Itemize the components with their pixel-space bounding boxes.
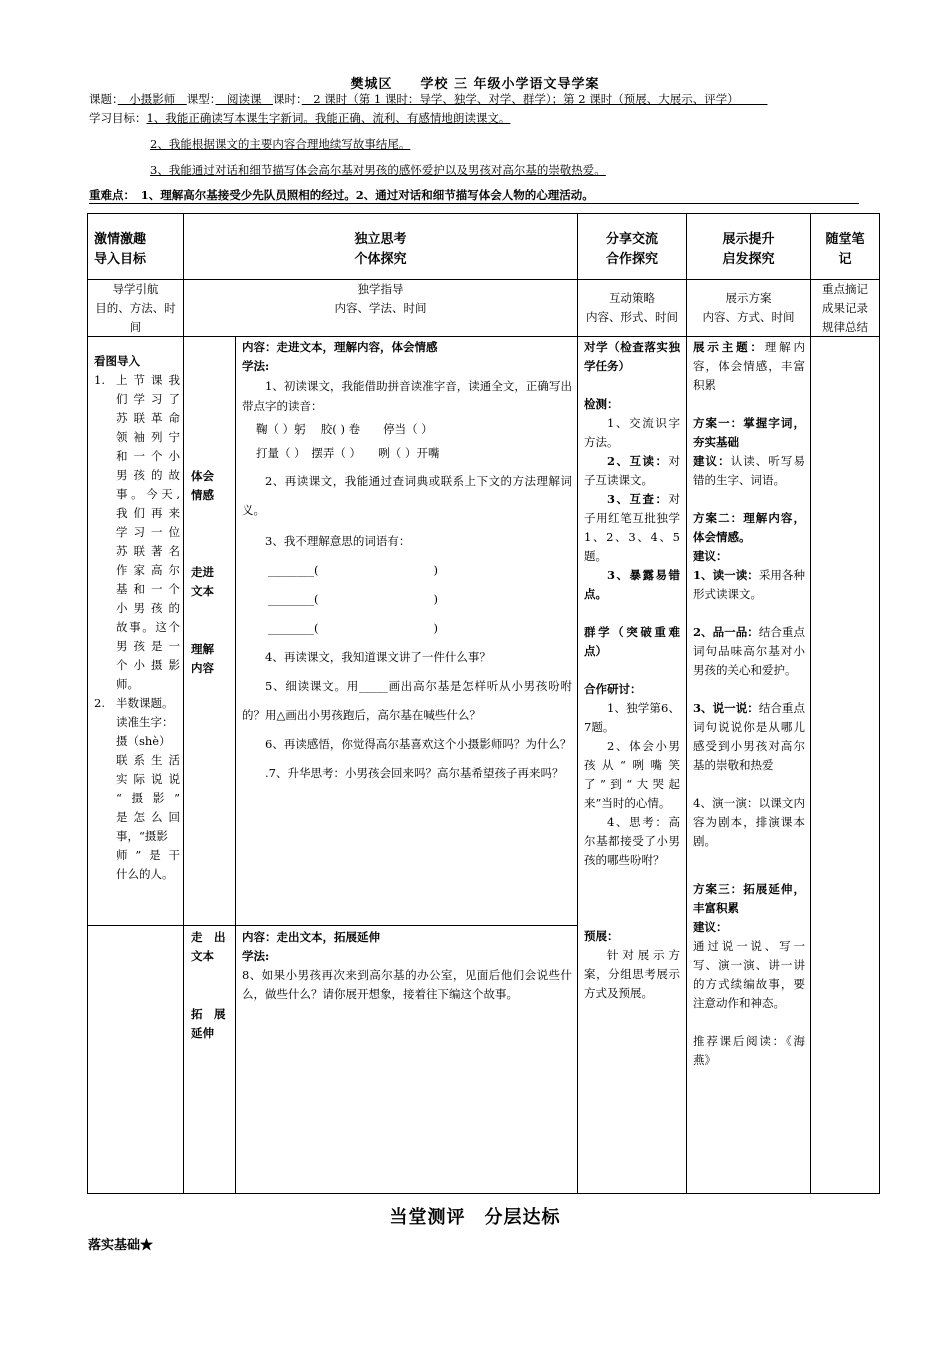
showcase-s2-text: 结合重点词句品味高尔基对小男孩的关心和爱护。 [693,625,805,677]
interaction-preview: 预展： [584,929,619,943]
interaction-check-2-text: 对子互读课文。 [584,454,680,487]
showcase-plan-2: 方案二：理解内容，体会情感。 [693,511,805,544]
header-showcase-line2: 启发探究 [722,252,775,267]
phase2-content [242,928,572,1004]
subheader-intro-line1: 导学引航 [112,282,159,296]
header-cooperate-line1: 分享交流 [605,232,658,247]
interaction-preview-text: 针对展示方案，分组思考展示方式及预展。 [584,948,680,1000]
phase1-blank-1[interactable]: ________( ) [268,563,438,577]
phase1-label-enter [191,563,233,601]
interaction-coop-4: 4、思考：高尔基都接受了小男孩的哪些吩咐？ [584,815,680,867]
phase1-question-2: 2、再读课文，我能通过查词典或联系上下文的方法理解词义。 [242,474,572,517]
phase2-label-extend-1: 拓 展 [191,1007,226,1021]
showcase-plan-2-suggest-label: 建议： [693,549,728,563]
subheader-intro-line2: 目的、方法、时 [95,301,176,315]
showcase-theme: 理解内容，体会情感，丰富积累 [693,340,806,392]
phase1-label-feel-2: 情感 [191,488,214,502]
goals-label: 学习目标： [89,111,147,125]
phase1-question-1: 1、初读课文，我能借助拼音读准字音，读通全文，正确写出带点字的读音： [242,379,572,413]
assessment-heading: 当堂测评 分层达标 [389,1207,561,1228]
phase1-question-3: 3、我不理解意思的词语有： [265,534,411,548]
header-notes [811,230,879,270]
showcase-theme-label: 展示主题： [693,340,765,354]
interaction-cooperate: 合作研讨： [584,682,642,696]
col-divider-4 [810,213,811,1193]
page-title: 樊城区 学校 三 年级小学语文导学案 [350,77,600,92]
subheader-cooperate [578,289,686,327]
showcase-s3-label: 3、说一说： [693,701,759,715]
subheader-independent-line1: 独学指导 [357,282,404,296]
header-cooperate-line2: 合作探究 [605,252,658,267]
table-top-border [87,213,880,214]
goal-3: 3、我能通过对话和细节描写体会高尔基对男孩的感怀爱护以及男孩对高尔基的崇敬热爱。 [150,163,606,177]
subheader-independent [184,280,577,318]
intro-item-1-line: 苏联革命 [116,411,180,425]
showcase-s4: 4、演一演：以课文内容为剧本，排演课本剧。 [693,796,805,848]
table-right-border [879,213,880,1193]
header-intro [94,230,182,270]
header-showcase [687,230,810,270]
interaction-check-3-text: 对子用红笔互批独学1、2、3、4、5题。 [584,492,680,563]
interaction-check-4: 3、暴露易错点。 [584,568,680,601]
subheader-notes [811,280,879,337]
intro-item-1-line: 和一个小 [116,449,180,463]
key-label: 重难点： [89,188,130,202]
header-notes-line1: 随堂笔 [825,232,865,247]
phase1-question-5: 5、细读课文。用_____画出高尔基是怎样听从小男孩吩咐的？用△画出小男孩跑后，高尔基在喊些什么？ [242,679,572,722]
intro-item-2-line: 是怎么回 [116,810,180,824]
showcase-plan-3-suggest: 通过说一说、写一写、演一演、讲一讲的方式续编故事，要注意动作和神态。 [693,939,805,1010]
header-cooperate [578,230,686,270]
intro-item-1-line: 男孩是一 [116,639,180,653]
table-left-border [87,213,88,1193]
intro-item-1-line: 男孩的故 [116,468,180,482]
phase1-question-6: 6、再读感悟，你觉得高尔基喜欢这个小摄影师吗？为什么？ [265,737,572,751]
phase1-content [242,338,572,788]
showcase-plan-1-suggest-label: 建议： [693,454,731,468]
intro-item-1 [94,371,180,694]
header-independent [184,230,577,270]
showcase-plan-3: 方案三：拓展延伸，丰富积累 [693,882,805,915]
intro-item-1-line: 师。 [116,677,139,691]
intro-item-1-line: 事。今天, [116,487,180,501]
showcase-plan-1-suggest: 认读、听写易错的生字、词语。 [693,454,805,487]
goal-1: 1、我能正确读写本课生字新词。我能正确、流利、有感情地朗读课文。 [146,111,511,125]
showcase-plan-1: 方案一：掌握字词，夯实基础 [693,416,805,449]
phase1-label-enter-2: 文本 [191,584,214,598]
lesson-meta [89,91,767,108]
showcase-s1-text: 采用各种形式读课文。 [693,568,805,601]
intro-item-1-line: 们学习了 [116,392,180,406]
header-independent-line1: 独立思考 [354,232,407,247]
intro-item-1-line: 作家高尔 [116,563,180,577]
phase2-label-exit-2: 文本 [191,949,214,963]
subheader-intro-line3: 间 [129,320,142,334]
intro-item-1-line: 基和一个 [116,582,180,596]
phase1-pinyin-row-1: 鞠（ ）躬 胶( ) 卷 停当（ ） [256,422,433,436]
interaction-coop-1: 1、独学第6、7题。 [584,701,680,734]
phase1-label-feel [191,467,233,505]
intro-item-2-line: “摄影” [116,791,180,805]
phase1-method: 学法: [242,359,270,373]
intro-item-1-line: 故事。这个 [116,620,180,634]
subheader-notes-line1: 重点摘记 [822,282,868,296]
key-underline [89,203,859,204]
intro-item-2-line: 联系生活 [116,753,180,767]
key-value: 1、理解高尔基接受少先队员照相的经过。2、通过对话和细节描写体会人物的心理活动。 [129,188,594,202]
phase2-content-title: 内容：走出文本，拓展延伸 [242,930,380,944]
intro-item-2-line: 事，“摄影 [116,829,168,843]
phase2-label-exit [191,928,233,966]
intro-item-2-line: 摄（shè） [116,734,171,748]
col-divider-3 [686,213,687,1193]
showcase-recommend: 推荐课后阅读：《海燕》 [693,1034,805,1067]
header-independent-line2: 个体探究 [354,252,407,267]
interaction-column [584,338,680,1003]
interaction-check: 检测： [584,397,619,411]
subheader-independent-line2: 内容、学法、时间 [334,301,427,315]
type-value: 阅读课 [215,92,273,106]
header-showcase-line1: 展示提升 [722,232,775,247]
showcase-s2-label: 2、品一品： [693,625,759,639]
intro-item-1-line: 个小摄影 [116,658,180,672]
interaction-check-2-label: 2、互读： [607,454,669,468]
table-phase-rule [87,925,577,926]
phase1-label-understand [191,640,233,678]
intro-item-2-line: 读准生字： [116,715,174,729]
subheader-notes-line2: 成果记录 [822,301,868,315]
interaction-check-1: 1、交流识字方法。 [584,416,680,449]
intro-item-2-line: 半数课题。 [116,696,174,710]
subheader-intro [88,280,183,337]
intro-item-2 [94,694,180,884]
interaction-pair-study: 对学（检查落实独学任务） [584,340,680,373]
type-label: 课型： [186,92,216,106]
phase1-blank-3[interactable]: ________( ) [268,621,438,635]
intro-item-1-line: 苏联著名 [116,544,180,558]
intro-item-2-line: 师”是干 [116,848,180,862]
showcase-plan-3-suggest-label: 建议： [693,920,728,934]
phase2-method: 学法: [242,949,270,963]
subheader-showcase [687,289,810,327]
intro-item-2-line: 实际说说 [116,772,180,786]
intro-item-1-num: 1. [94,373,105,387]
phase1-question-7: .7、升华思考：小男孩会回来吗？高尔基希望孩子再来吗？ [265,766,564,780]
phase1-content-title: 内容：走进文本，理解内容，体会情感 [242,340,438,354]
showcase-column [693,338,805,1070]
intro-item-1-line: 领袖列宁 [116,430,180,444]
phase1-label-enter-1: 走进 [191,565,214,579]
header-intro-line2: 导入目标 [94,252,147,267]
intro-item-2-num: 2. [94,696,105,710]
phase1-pinyin-row-2: 打量（ ） 摆弄（ ） 咧（ ）开嘴 [256,446,440,460]
subheader-showcase-line2: 内容、方式、时间 [702,310,795,324]
key-points [89,187,594,204]
period-value: 2 课时（第 1 课时：导学、独学、对学、群学）；第 2 课时（预展、大展示、评学） [301,92,768,106]
topic-value: 小摄影师 [117,92,187,106]
showcase-s1-label: 1、读一读： [693,568,759,582]
goals-line [89,110,510,127]
subheader-cooperate-line2: 内容、形式、时间 [586,310,678,324]
phase1-label-understand-2: 内容 [191,661,214,675]
col-divider-2 [577,213,578,1193]
phase2-label-exit-1: 走 出 [191,930,226,944]
intro-item-1-line: 学习一位 [116,525,180,539]
basics-subheading: 落实基础★ [88,1238,154,1253]
phase1-label-feel-1: 体会 [191,469,214,483]
intro-item-1-line: 上节课我 [116,373,180,387]
phase2-label-extend [191,1005,233,1043]
interaction-coop-2: 2、体会小男孩从“咧嘴笑了”到“大哭起来”当时的心情。 [584,739,680,810]
intro-item-2-line: 什么的人。 [116,867,174,881]
subheader-notes-line3: 规律总结 [822,320,868,334]
showcase-s3-text: 结合重点词句说说你是从哪儿感受到小男孩对高尔基的崇敬和热爱 [693,701,805,772]
subheader-showcase-line1: 展示方案 [725,291,772,305]
col-divider-1 [183,213,184,1193]
period-label: 课时： [273,92,302,106]
header-intro-line1: 激情激趣 [94,232,147,247]
table-bottom-border [87,1193,880,1194]
col-divider-label [235,336,236,1193]
intro-item-1-line: 小男孩的 [116,601,180,615]
phase1-question-4: 4、再读课文，我知道课文讲了一件什么事？ [265,650,491,664]
intro-item-1-line: 我们再来 [116,506,180,520]
subheader-cooperate-line1: 互动策略 [609,291,655,305]
phase2-label-extend-2: 延伸 [191,1026,214,1040]
goal-2: 2、我能根据课文的主要内容合理地续写故事结尾。 [150,137,411,151]
phase1-label-understand-1: 理解 [191,642,214,656]
interaction-group-study: 群学（突破重难点） [584,625,680,658]
interaction-check-3-label: 3、互查： [607,492,669,506]
table-subheader-rule [87,336,880,337]
intro-section [94,352,180,884]
phase2-question-8: 8、如果小男孩再次来到高尔基的办公室，见面后他们会说些什么，做些什么？请你展开想象，接着往下编这个故事。 [242,968,572,1001]
topic-label: 课题： [89,92,118,106]
header-notes-line2: 记 [838,252,852,267]
phase1-blank-2[interactable]: ________( ) [268,592,438,606]
intro-heading: 看图导入 [94,354,140,368]
